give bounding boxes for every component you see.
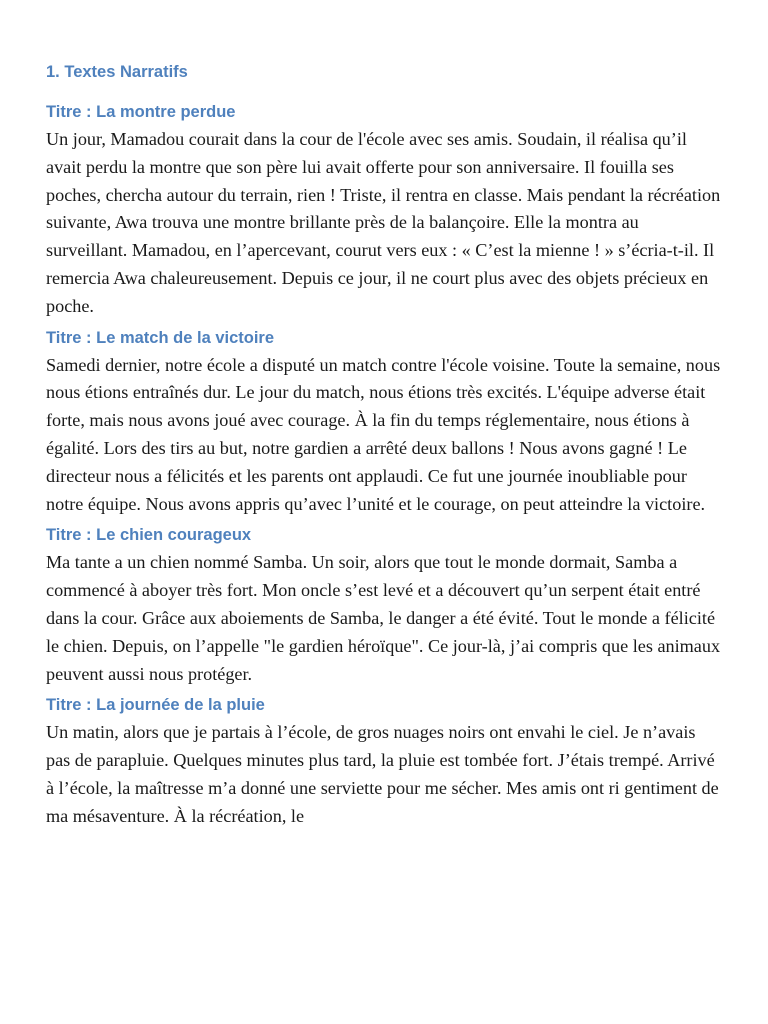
- story-title: Titre : La journée de la pluie: [46, 696, 265, 715]
- story-match-victoire: [46, 326, 722, 519]
- story-text: Samedi dernier, notre école a disputé un match contre l'école voisine. Toute la semaine, nous nous étions entraînés dur. Le jour du match, nous étions très excités. L'équipe adverse était forte, mais nous avons joué avec courage. À la fin du temps réglementaire, nous étions à égalité. Lors des tirs au but, notre gardien a arrêté deux ballons ! Nous avons gagné ! Le directeur nous a félicités et les parents ont applaudi. Ce fut une journée inoubliable pour notre équipe. Nous avons appris qu’avec l’unité et le courage, on peut atteindre la victoire.: [46, 354, 721, 514]
- story-title: Titre : Le match de la victoire: [46, 328, 275, 347]
- story-chien-courageux: [46, 523, 722, 688]
- story-text: Ma tante a un chien nommé Samba. Un soir, alors que tout le monde dormait, Samba a commencé à aboyer très fort. Mon oncle s’est levé et a découvert qu’un serpent était entré dans la cour. Grâce aux aboiements de Samba, le danger a été évité. Tout le monde a félicité le chien. Depuis, on l’appelle "le gardien héroïque". Ce jour-là, j’ai compris que les animaux peuvent aussi nous protéger.: [46, 552, 721, 684]
- story-journee-pluie: [46, 693, 722, 830]
- story-text: Un jour, Mamadou courait dans la cour de l'école avec ses amis. Soudain, il réalisa qu’il avait perdu la montre que son père lui avait offerte pour son anniversaire. Il fouilla ses poches, chercha autour du terrain, rien ! Triste, il rentra en classe. Mais pendant la récréation suivante, Awa trouva une montre brillante près de la balançoire. Elle la montra au surveillant. Mamadou, en l’apercevant, courut vers eux : « C’est la mienne ! » s’écria-t-il. Il remercia Awa chaleureusement. Depuis ce jour, il ne court plus avec des objets précieux en poche.: [46, 129, 721, 316]
- story-title: Titre : La montre perdue: [46, 103, 236, 121]
- section-heading: 1. Textes Narratifs: [46, 63, 188, 81]
- story-text: Un matin, alors que je partais à l’école, de gros nuages noirs ont envahi le ciel. Je n’avais pas de parapluie. Quelques minutes plus tard, la pluie est tombée fort. J’étais trempé. Arrivé à l’école, la maîtresse m’a donné une serviette pour me sécher. Mes amis ont ri gentiment de ma mésaventure. À la récréation, le: [46, 722, 719, 826]
- story-montre-perdue: [46, 100, 722, 321]
- story-title: Titre : Le chien courageux: [46, 526, 252, 545]
